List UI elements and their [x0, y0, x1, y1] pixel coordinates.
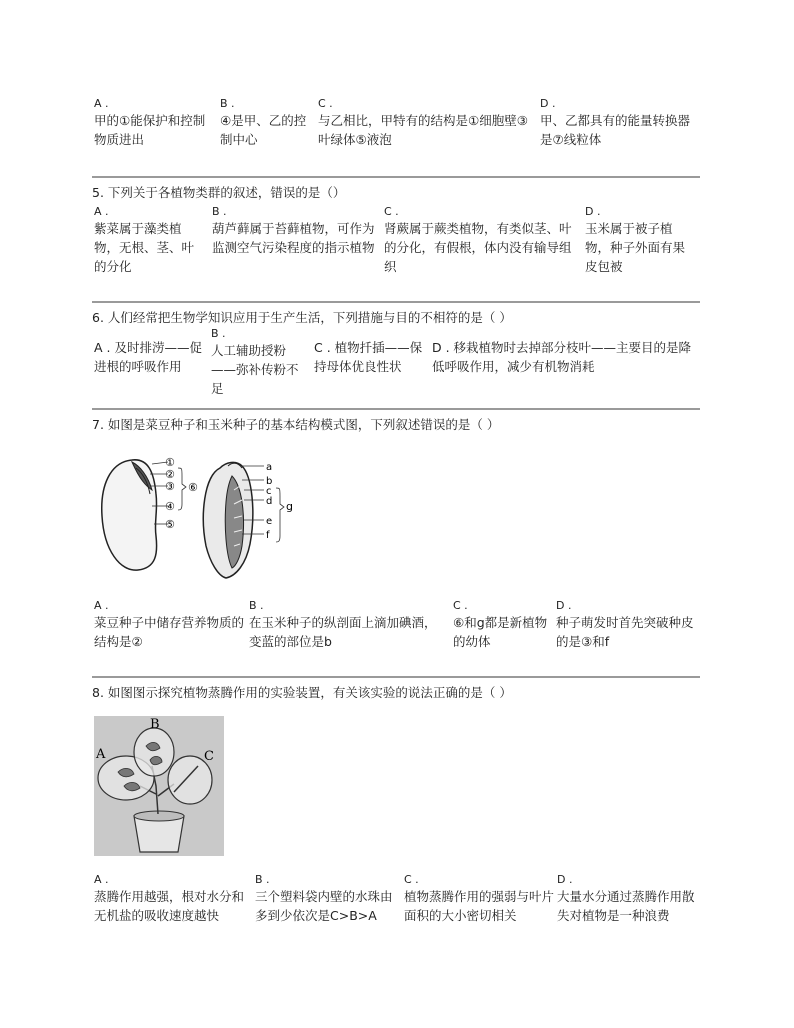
q7-option-a[interactable]: [94, 598, 246, 651]
option-text: 植物蒸腾作用的强弱与叶片面积的大小密切相关: [404, 889, 555, 923]
divider: [92, 676, 700, 678]
fig-label-b: B: [150, 717, 160, 732]
option-text: 移栽植物时去掉部分枝叶——主要目的是降低呼吸作用，减少有机物消耗: [432, 340, 692, 374]
q5-option-c[interactable]: [384, 204, 576, 276]
bean-label-6: ⑥: [188, 481, 198, 494]
question-5-stem: 5. 下列关于各植物类群的叙述，错误的是（）: [92, 185, 346, 200]
question-6-stem: 6. 人们经常把生物学知识应用于生产生活，下列措施与目的不相符的是（ ）: [92, 310, 512, 325]
corn-label-e: e: [266, 516, 273, 527]
option-text: 人工辅助授粉——弥补传粉不足: [211, 343, 299, 396]
option-label: B .: [255, 873, 270, 886]
bean-label-5: ⑤: [165, 518, 175, 531]
option-text: 大量水分通过蒸腾作用散失对植物是一种浪费: [557, 889, 695, 923]
option-text: 肾蕨属于蕨类植物，有类似茎、叶的分化，有假根，体内没有输导组织: [384, 221, 572, 274]
option-label: C .: [404, 873, 419, 886]
option-label: B .: [212, 205, 227, 218]
q6-option-b[interactable]: [211, 326, 309, 398]
q8-option-d[interactable]: [557, 872, 697, 925]
q7-option-d[interactable]: [556, 598, 696, 651]
q6-option-d[interactable]: [432, 338, 698, 376]
corn-label-c: c: [266, 486, 272, 497]
bean-label-2: ②: [165, 468, 175, 481]
option-text: 菜豆种子中储存营养物质的结构是②: [94, 615, 245, 649]
q5-option-b[interactable]: [212, 204, 378, 257]
transpiration-experiment-figure: [94, 716, 224, 856]
q6-option-a[interactable]: [94, 338, 206, 376]
option-text: 种子萌发时首先突破种皮的是③和f: [556, 615, 694, 649]
q7-option-c[interactable]: [453, 598, 549, 651]
option-label: A .: [94, 599, 109, 612]
corn-label-g: g: [286, 500, 293, 513]
fig-label-a: A: [96, 747, 106, 762]
option-text: ⑥和g都是新植物的幼体: [453, 615, 548, 649]
option-label: A .: [94, 340, 115, 355]
bag-b: [134, 728, 174, 776]
option-text: 与乙相比，甲特有的结构是①细胞壁③叶绿体⑤液泡: [318, 113, 528, 147]
divider: [92, 301, 700, 303]
question-8-stem: 8. 如图图示探究植物蒸腾作用的实验装置，有关该实验的说法正确的是（ ）: [92, 685, 512, 700]
q4-option-b[interactable]: [220, 96, 310, 149]
q4-option-c[interactable]: [318, 96, 530, 149]
q7-option-b[interactable]: [249, 598, 445, 651]
option-label: D .: [557, 873, 573, 886]
divider: [92, 176, 700, 178]
q6-option-c[interactable]: [314, 338, 426, 376]
seed-structure-figure: [92, 446, 312, 586]
q8-option-c[interactable]: [404, 872, 554, 925]
corn-label-a: a: [266, 462, 273, 473]
q8-option-b[interactable]: [255, 872, 395, 925]
fig-label-c: C: [204, 749, 214, 764]
bean-seed-diagram: [102, 456, 198, 570]
option-label: C .: [453, 599, 468, 612]
corn-seed-diagram: [203, 462, 293, 578]
option-label: D .: [556, 599, 572, 612]
option-text: 紫菜属于藻类植物，无根、茎、叶的分化: [94, 221, 195, 274]
corn-label-d: d: [266, 496, 273, 507]
option-text: 葫芦藓属于苔藓植物，可作为监测空气污染程度的指示植物: [212, 221, 375, 255]
option-label: C .: [318, 97, 333, 110]
q4-option-d[interactable]: [540, 96, 700, 149]
question-7-stem: 7. 如图是菜豆种子和玉米种子的基本结构模式图，下列叙述错误的是（ ）: [92, 417, 500, 432]
option-label: B .: [211, 327, 226, 340]
bean-label-3: ③: [165, 480, 175, 493]
option-label: B .: [249, 599, 264, 612]
bean-label-1: ①: [165, 456, 175, 469]
option-text: 在玉米种子的纵剖面上滴加碘酒，变蓝的部位是b: [249, 615, 437, 649]
corn-label-f: f: [266, 530, 270, 541]
q5-option-a[interactable]: [94, 204, 206, 276]
option-text: 三个塑料袋内壁的水珠由多到少依次是C>B>A: [255, 889, 393, 923]
option-text: 玉米属于被子植物，种子外面有果皮包被: [585, 221, 686, 274]
option-text: 甲的①能保护和控制物质进出: [94, 113, 206, 147]
q4-option-a[interactable]: [94, 96, 214, 149]
q8-option-a[interactable]: [94, 872, 248, 925]
option-label: B .: [220, 97, 235, 110]
option-text: 及时排涝——促进根的呼吸作用: [94, 340, 202, 374]
option-label: A .: [94, 205, 109, 218]
option-text: ④是甲、乙的控制中心: [220, 113, 307, 147]
option-text: 蒸腾作用越强，根对水分和无机盐的吸收速度越快: [94, 889, 245, 923]
option-label: D .: [432, 340, 454, 355]
option-label: A .: [94, 873, 109, 886]
q5-option-d[interactable]: [585, 204, 697, 276]
bean-label-4: ④: [165, 500, 175, 513]
divider: [92, 408, 700, 410]
option-label: C .: [384, 205, 399, 218]
option-text: 甲、乙都具有的能量转换器是⑦线粒体: [540, 113, 691, 147]
corn-label-b: b: [266, 476, 273, 487]
option-label: D .: [540, 97, 556, 110]
option-text: 植物扦插——保持母体优良性状: [314, 340, 423, 374]
option-label: C .: [314, 340, 335, 355]
option-label: A .: [94, 97, 109, 110]
option-label: D .: [585, 205, 601, 218]
